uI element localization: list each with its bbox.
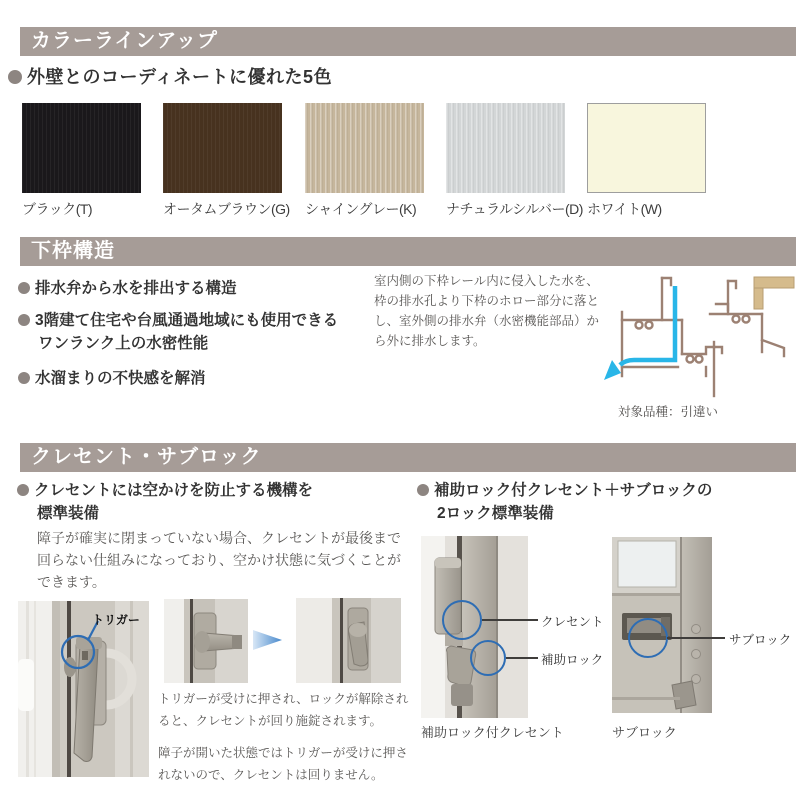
window-glass: [618, 541, 676, 587]
lower-frame-bullet-2: 3階建て住宅や台風通過地域にも使用できる: [18, 308, 338, 330]
crescent-left-heading: クレセントには空かけを防止する機構を: [17, 478, 313, 500]
color-swatch-white: [587, 103, 706, 193]
crescent-note-2: 障子が開いた状態ではトリガーが受けに押されないので、クレセントは回りません。: [158, 746, 408, 782]
arrow-right-icon: [252, 627, 284, 653]
swatch-label-natural-silver: ナチュラルシルバー(D): [446, 201, 583, 217]
callout-line: [506, 657, 538, 659]
bullet-icon: [8, 70, 22, 84]
annotation-circle-icon: [470, 640, 506, 676]
section-title: 下枠構造: [31, 240, 115, 262]
color-swatch-shine-gray: [305, 103, 424, 193]
sublock-right-heading-line2: 2ロック標準装備: [437, 505, 554, 522]
lower-frame-diagram: [598, 264, 796, 400]
annotation-circle-icon: [442, 600, 482, 640]
swatch-label-autumn-brown: オータムブラウン(G): [163, 201, 290, 217]
color-swatch-black: [22, 103, 141, 193]
swatch-label-white: ホワイト(W): [587, 201, 662, 217]
bullet-icon: [18, 282, 30, 294]
annotation-circle-icon: [628, 618, 668, 658]
callout-crescent: クレセント: [541, 615, 604, 629]
swatch-label-black: ブラック(T): [22, 201, 93, 217]
callout-line: [667, 637, 725, 639]
section-title: クレセント・サブロック: [31, 446, 262, 468]
callout-line: [482, 619, 538, 621]
color-lineup-subtitle: [8, 63, 332, 89]
crescent-left-paragraph: 障子が確実に閉まっていない場合、クレセントが最後まで回らない仕組みになっており、空かけ状態に気づくことができます。: [37, 530, 401, 590]
lower-frame-description: 室内側の下枠レール内に侵入した水を、枠の排水孔より下枠のホロー部分に落とし、室外側の排水弁（水密機能部品）から外に排水します。: [374, 274, 600, 348]
caption-aux-lock-crescent: 補助ロック付クレセント: [421, 725, 564, 740]
sublock-right-heading: 補助ロック付クレセント＋サブロックの: [417, 478, 712, 500]
bullet-icon: [417, 484, 429, 496]
diagram-wood-part: [754, 277, 794, 288]
callout-aux-lock: 補助ロック: [541, 653, 604, 667]
section-header-crescent-sublock: [20, 443, 796, 472]
bullet-icon: [17, 484, 29, 496]
callout-sub-lock: サブロック: [729, 633, 792, 647]
color-swatch-autumn-brown: [163, 103, 282, 193]
lower-frame-bullet-2-line2: ワンランク上の水密性能: [38, 335, 209, 352]
lower-frame-bullet-1: 排水弁から水を排出する構造: [18, 276, 237, 298]
section-header-color-lineup: [20, 27, 796, 56]
subtitle-text: 外壁とのコーディネートに優れた5色: [27, 67, 333, 87]
trigger-label: トリガー: [92, 613, 140, 627]
trigger-part: [82, 651, 88, 660]
lower-frame-bullet-3: 水溜まりの不快感を解消: [18, 366, 206, 388]
swatch-label-shine-gray: シャイングレー(K): [305, 201, 417, 217]
crescent-left-heading-line2: 標準装備: [37, 505, 100, 522]
color-swatch-natural-silver: [446, 103, 565, 193]
bullet-icon: [18, 372, 30, 384]
caption-sub-lock: サブロック: [612, 725, 677, 740]
diagram-caption: 対象品種：引違い: [618, 405, 719, 419]
crescent-unlocked-photo: [164, 599, 248, 683]
section-header-lower-frame: [20, 237, 796, 266]
bullet-icon: [18, 314, 30, 326]
crescent-locked-photo: [296, 598, 401, 683]
section-title: カラーラインアップ: [31, 30, 218, 52]
crescent-note-1: トリガーが受けに押され、ロックが解除されると、クレセントが回り施錠されます。: [158, 692, 409, 728]
